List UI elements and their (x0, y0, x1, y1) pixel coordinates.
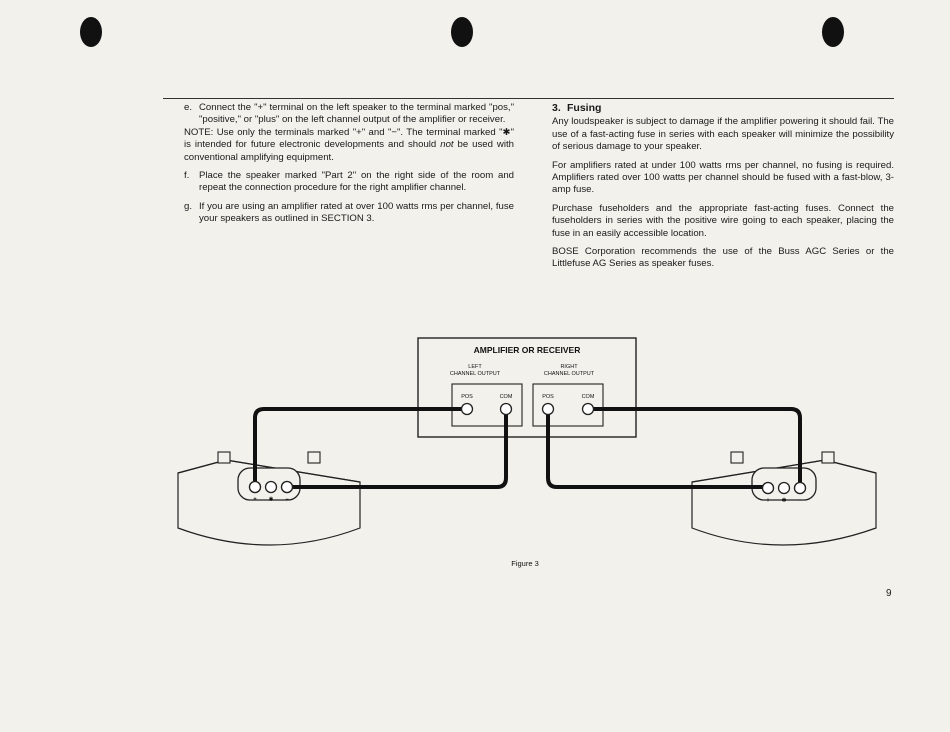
terminal-note: NOTE: Use only the terminals marked "+" and "−". The terminal marked "✱" is intended for future electronic developments and should not be used with conventional amplifying equipment. (184, 126, 514, 163)
wiring-diagram (0, 320, 950, 580)
note-emphasis: not (440, 139, 454, 151)
left-pos-label: POS (461, 394, 473, 400)
left-column (184, 102, 514, 226)
amplifier-title: AMPLIFIER OR RECEIVER (473, 345, 581, 355)
left-speaker-plus-terminal (250, 482, 261, 493)
right-speaker-minus-terminal (795, 483, 806, 494)
instruction-item-g (184, 201, 514, 226)
punch-hole-left (80, 17, 102, 47)
right-output-label: RIGHT (560, 364, 578, 370)
item-label: g. (184, 200, 193, 212)
right-pos-terminal (543, 404, 554, 415)
right-pos-label: POS (542, 394, 554, 400)
right-speaker-plus: + (766, 498, 770, 504)
item-text: If you are using an amplifier rated at over 100 watts rms per channel, fuse your speakers as outlined in SECTION 3. (199, 200, 514, 225)
fusing-paragraph: Any loudspeaker is subject to damage if the amplifier powering it should fail. The use of a fast-acting fuse in series with each speaker will minimize the possibility of serious damage to your speaker. (552, 116, 894, 153)
fusing-paragraph: For amplifiers rated at under 100 watts rms per channel, no fusing is required. Amplifiers rated over 100 watts per channel should be fused with a fast-blow, 3-amp fuse. (552, 159, 894, 196)
right-speaker (692, 452, 876, 545)
punch-hole-center (451, 17, 473, 47)
left-speaker (178, 452, 360, 545)
section-number: 3. (552, 102, 561, 114)
instruction-item-f (184, 170, 514, 195)
page-number: 9 (886, 588, 892, 599)
item-text: Place the speaker marked "Part 2" on the right side of the room and repeat the connection procedure for the right amplifier channel. (199, 170, 514, 194)
left-output-label: CHANNEL OUTPUT (449, 371, 501, 377)
left-speaker-minus: − (285, 497, 289, 503)
left-common-wire (292, 409, 506, 487)
left-speaker-plus: + (253, 497, 257, 503)
figure-caption: Figure 3 (511, 559, 539, 568)
right-com-terminal (583, 404, 594, 415)
right-speaker-plus-terminal (763, 483, 774, 494)
right-speaker-star: ✱ (781, 497, 787, 504)
left-com-terminal (501, 404, 512, 415)
instruction-item-e (184, 102, 514, 127)
left-pos-terminal (462, 404, 473, 415)
header-rule (163, 98, 894, 99)
right-com-label: COM (581, 394, 595, 400)
item-text: Connect the "+" terminal on the left speaker to the terminal marked "pos," "positive," or "plus" on the left channel output of the amplifier or receiver. (199, 102, 514, 126)
fusing-paragraph: Purchase fuseholders and the appropriate fast-acting fuses. Connect the fuseholders in series with the positive wire going to each speaker, placing the fuse in an easily accessible location. (552, 202, 894, 239)
right-speaker-minus: − (798, 498, 802, 504)
fusing-paragraph: BOSE Corporation recommends the use of the Buss AGC Series or the Littlefuse AG Series as speaker fuses. (552, 246, 894, 270)
right-output-label: CHANNEL OUTPUT (543, 371, 595, 377)
left-com-label: COM (499, 394, 513, 400)
section-title: Fusing (567, 102, 602, 114)
item-label: f. (184, 170, 190, 182)
right-column (552, 102, 894, 277)
left-speaker-star: ✱ (268, 496, 274, 503)
item-label: e. (184, 102, 193, 113)
punch-hole-right (822, 17, 844, 47)
left-speaker-minus-terminal (282, 482, 293, 493)
section-heading (552, 102, 894, 114)
left-output-label: LEFT (468, 364, 482, 370)
